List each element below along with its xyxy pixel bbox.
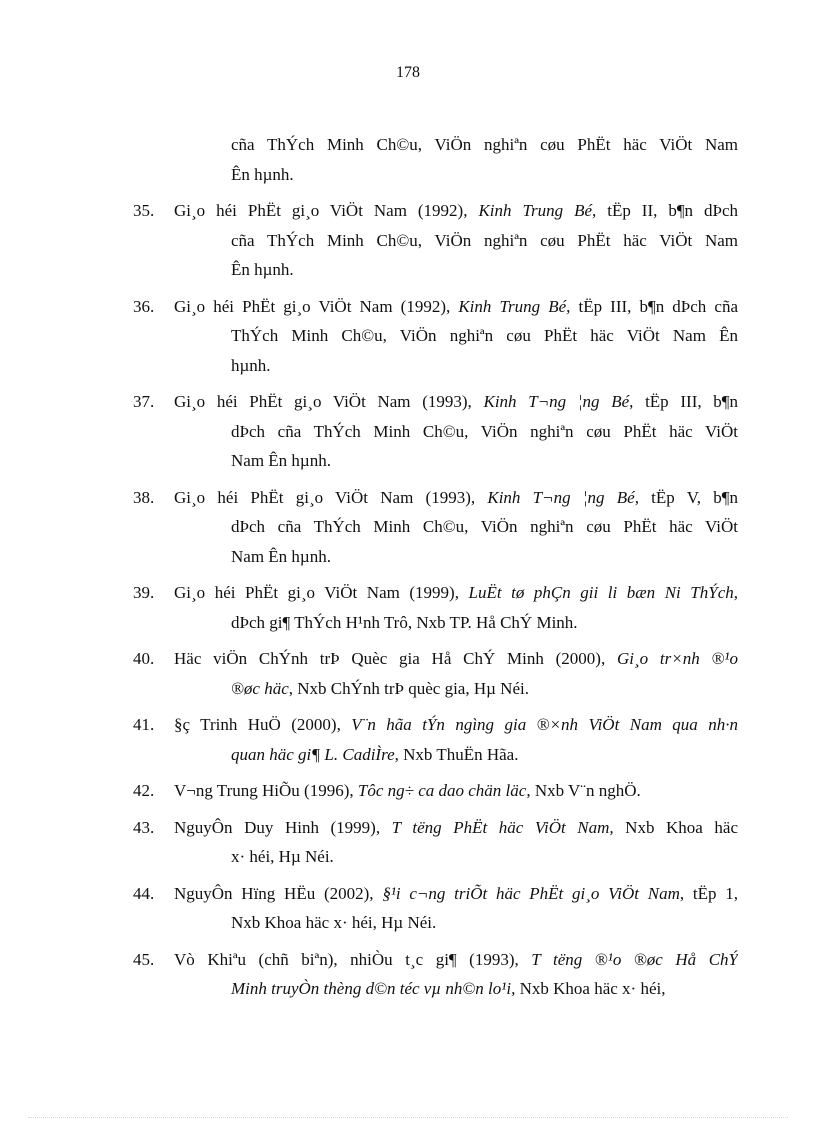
reference-entry bbox=[133, 196, 738, 285]
reference-line bbox=[133, 483, 738, 513]
reference-title-text: V¨n hãa tÝn ngìng gia ®×nh ViÖt Nam qua nh·n bbox=[351, 715, 738, 734]
reference-title-text: Gi¸o tr×nh ®¹o bbox=[616, 649, 738, 668]
reference-text: Gi¸o héi PhËt gi¸o ViÖt Nam (1999), bbox=[174, 583, 469, 602]
reference-text: , tËp 1, bbox=[679, 883, 738, 903]
reference-text: ThÝch Minh Ch©u, ViÖn nghiªn cøu PhËt häc ViÖt Nam Ên bbox=[231, 326, 738, 345]
reference-text: §ç Trinh HuÖ (2000), bbox=[174, 715, 352, 734]
reference-text: Ên hµnh. bbox=[231, 164, 294, 184]
reference-text: Ên hµnh. bbox=[231, 260, 294, 279]
reference-entry bbox=[133, 879, 738, 938]
reference-line bbox=[133, 908, 738, 938]
reference-number: 37. bbox=[133, 392, 155, 411]
reference-text: , tËp II, b¶n dÞch bbox=[592, 201, 738, 220]
reference-number: 43. bbox=[133, 817, 155, 837]
reference-text: cña ThÝch Minh Ch©u, ViÖn nghiªn cøu PhËt häc ViÖt Nam bbox=[231, 230, 738, 250]
reference-line bbox=[133, 945, 738, 975]
reference-text: Vò Khiªu (chñ biªn), nhiÒu t¸c gi¶ (1993), bbox=[174, 949, 532, 969]
reference-text: dÞch cña ThÝch Minh Ch©u, ViÖn nghiªn cøu PhËt häc ViÖt bbox=[231, 517, 738, 536]
reference-line bbox=[133, 674, 738, 704]
reference-line bbox=[133, 608, 738, 638]
reference-text: , Nxb V¨n nghÖ. bbox=[526, 781, 641, 800]
reference-line bbox=[133, 255, 738, 285]
reference-text: , tËp III, b¶n dÞch cña bbox=[566, 296, 738, 316]
reference-text: Gi¸o héi PhËt gi¸o ViÖt Nam (1992), bbox=[174, 201, 479, 220]
reference-list bbox=[133, 130, 738, 1011]
reference-line bbox=[133, 776, 738, 806]
reference-text: , Nxb ChÝnh trÞ quèc gia, Hµ Néi. bbox=[288, 678, 529, 698]
reference-text: Häc viÖn ChÝnh trÞ Quèc gia Hå ChÝ Minh (2000), bbox=[174, 649, 617, 668]
footer-divider bbox=[28, 1117, 788, 1118]
reference-title-text: Minh truyÒn thèng d©n téc vµ nh©n lo¹i, bbox=[231, 979, 516, 998]
reference-entry bbox=[133, 776, 738, 806]
reference-text: hµnh. bbox=[231, 355, 271, 375]
reference-title-text: T tëng PhËt häc ViÖt Nam, bbox=[391, 817, 614, 837]
reference-text: dÞch cña ThÝch Minh Ch©u, ViÖn nghiªn cøu PhËt häc ViÖt bbox=[231, 421, 738, 441]
reference-line bbox=[133, 321, 738, 351]
reference-text: V¬ng Trung HiÕu (1996), bbox=[174, 781, 358, 800]
reference-text: NguyÔn Duy Hinh (1999), bbox=[174, 817, 392, 837]
reference-text: , tËp V, b¶n bbox=[634, 487, 738, 507]
reference-text: Nam Ên hµnh. bbox=[231, 546, 331, 566]
reference-number: 35. bbox=[133, 201, 155, 220]
reference-text: , tËp III, b¶n bbox=[629, 392, 738, 411]
reference-line bbox=[133, 292, 738, 322]
reference-line bbox=[133, 879, 738, 909]
reference-title-text: Kinh Trung Bé bbox=[458, 296, 567, 316]
reference-number: 42. bbox=[133, 781, 155, 800]
reference-line bbox=[133, 130, 738, 160]
reference-number: 45. bbox=[133, 949, 155, 969]
reference-line bbox=[133, 196, 738, 226]
reference-text: x· héi, Hµ Néi. bbox=[231, 847, 334, 866]
reference-title-text: ®øc häc bbox=[231, 678, 289, 698]
reference-line bbox=[133, 710, 738, 740]
reference-line bbox=[133, 644, 738, 674]
reference-line bbox=[133, 842, 738, 872]
reference-title-text: Kinh Trung Bé bbox=[478, 201, 592, 220]
reference-text: dÞch gi¶ ThÝch H¹nh Trô, Nxb TP. Hå ChÝ Minh. bbox=[231, 612, 578, 632]
reference-line bbox=[133, 417, 738, 447]
reference-text: Gi¸o héi PhËt gi¸o ViÖt Nam (1992), bbox=[174, 296, 459, 316]
reference-line bbox=[133, 387, 738, 417]
reference-line bbox=[133, 160, 738, 190]
reference-title-text: LuËt tø phÇn gii li bæn Ni ThÝch, bbox=[468, 583, 738, 602]
reference-entry bbox=[133, 578, 738, 637]
reference-line bbox=[133, 813, 738, 843]
reference-text: , Nxb ThuËn Hãa. bbox=[394, 744, 519, 764]
reference-text: cña ThÝch Minh Ch©u, ViÖn nghi bbox=[231, 135, 515, 154]
reference-title-text: §¹i c¬ng triÕt häc PhËt gi¸o ViÖt Nam bbox=[382, 883, 680, 903]
reference-number: 39. bbox=[133, 583, 155, 602]
reference-entry bbox=[133, 710, 738, 769]
reference-title-text: T tëng ®¹o ®øc Hå ChÝ bbox=[531, 949, 738, 969]
reference-line bbox=[133, 512, 738, 542]
reference-entry bbox=[133, 483, 738, 572]
reference-text: Gi¸o héi PhËt gi¸o ViÖt Nam (1993), bbox=[174, 392, 484, 411]
reference-title-text: quan häc gi¶ L. CadiÌre bbox=[231, 744, 395, 764]
reference-entry bbox=[133, 387, 738, 476]
reference-line bbox=[133, 542, 738, 572]
reference-text: Nxb Khoa häc x· héi, bbox=[515, 979, 666, 998]
reference-line bbox=[133, 740, 738, 770]
reference-line bbox=[133, 578, 738, 608]
reference-line bbox=[133, 446, 738, 476]
reference-entry bbox=[133, 130, 738, 189]
reference-entry bbox=[133, 292, 738, 381]
reference-line bbox=[133, 226, 738, 256]
reference-number: 41. bbox=[133, 715, 155, 734]
reference-title-text: Kinh T¬ng ¦ng Bé bbox=[483, 392, 630, 411]
reference-line bbox=[133, 974, 738, 1004]
reference-text: Nxb Khoa häc x· héi, Hµ Néi. bbox=[231, 913, 437, 932]
page-number: 178 bbox=[396, 64, 420, 81]
reference-title-text: Kinh T¬ng ¦ng Bé bbox=[487, 487, 635, 507]
reference-number: 40. bbox=[133, 649, 155, 668]
reference-number: 36. bbox=[133, 296, 155, 316]
reference-text: NguyÔn Hïng HËu (2002), bbox=[174, 883, 383, 903]
reference-line bbox=[133, 351, 738, 381]
reference-text: Nam Ên hµnh. bbox=[231, 451, 331, 470]
reference-text: Nxb Khoa häc bbox=[613, 817, 738, 837]
reference-text: Gi¸o héi PhËt gi¸o ViÖt Nam (1993), bbox=[174, 487, 488, 507]
reference-entry bbox=[133, 644, 738, 703]
reference-title-text: Tôc ng÷ ca dao chän läc bbox=[357, 781, 527, 800]
reference-text: ª bbox=[514, 135, 519, 154]
reference-number: 38. bbox=[133, 487, 155, 507]
reference-entry bbox=[133, 945, 738, 1004]
reference-text: n cøu PhËt häc ViÖt Nam bbox=[518, 135, 738, 154]
reference-entry bbox=[133, 813, 738, 872]
reference-number: 44. bbox=[133, 883, 155, 903]
